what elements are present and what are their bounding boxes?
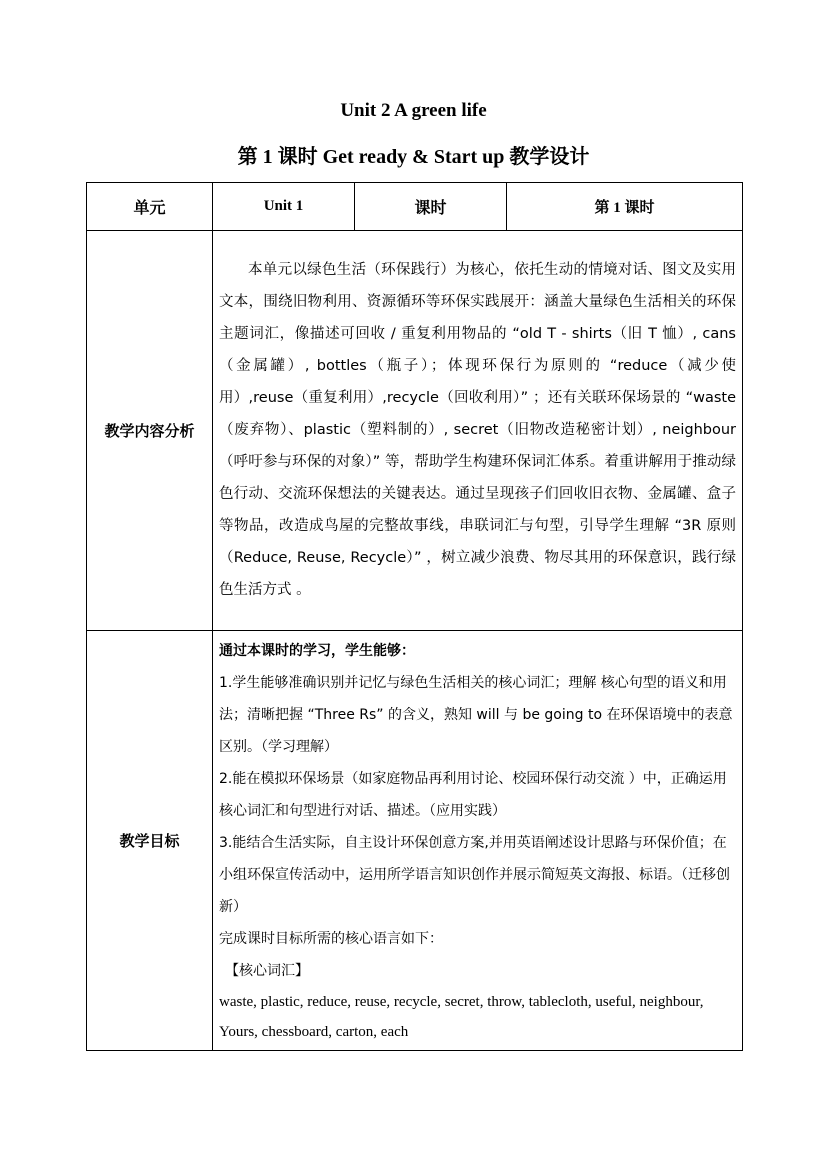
- analysis-cell: [213, 231, 743, 631]
- objective-item-3: 3.能结合生活实际，自主设计环保创意方案,并用英语阐述设计思路与环保价值；在小组环保宣传活动中，运用所学语言知识创作并展示简短英文海报、标语。（迁移创新）: [219, 834, 730, 915]
- header-row: [87, 183, 743, 231]
- analysis-row: [87, 231, 743, 631]
- core-vocab-list: waste, plastic, reduce, reuse, recycle, secret, throw, tablecloth, useful, neighbour, Yours, chessboard, carton, each: [219, 993, 704, 1040]
- lesson-label: 课时: [355, 183, 507, 231]
- lesson-plan-table: [86, 182, 743, 1051]
- core-language-intro: 完成课时目标所需的核心语言如下：: [219, 930, 443, 947]
- objective-item-2: 2.能在模拟环保场景（如家庭物品再利用讨论、校园环保行动交流 ）中，正确运用核心词汇和句型进行对话、描述。（应用实践）: [219, 770, 727, 819]
- unit-label: 单元: [87, 183, 213, 231]
- core-vocab-heading: 【核心词汇】: [225, 962, 309, 979]
- objective-item-1: 1.学生能够准确识别并记忆与绿色生活相关的核心词汇；理解 核心句型的语义和用法；清晰把握 “Three Rs” 的含义，熟知 will 与 be going to 在环保语境中的表意区别。（学习理解）: [219, 674, 733, 755]
- document-subtitle: 第 1 课时 Get ready & Start up 教学设计: [237, 146, 590, 168]
- objectives-row: [87, 631, 743, 1051]
- objectives-cell: [213, 631, 743, 1051]
- objectives-label: 教学目标: [87, 631, 213, 1051]
- lesson-value: 第 1 课时: [507, 183, 743, 231]
- objectives-lead: 通过本课时的学习，学生能够：: [219, 642, 415, 659]
- document-title: Unit 2 A green life: [340, 100, 487, 121]
- analysis-text: 本单元以绿色生活（环保践行）为核心，依托生动的情境对话、图文及实用文本，围绕旧物利用、资源循环等环保实践展开：涵盖大量绿色生活相关的环保主题词汇，像描述可回收 / 重复利用物品的 “old T - shirts（旧 T 恤）, cans（金属罐）, bottles（瓶子）；体现环保行为原则的 “reduce（减少使用）,reuse（重复利用）,recycle（回收利用）” ；还有关联环保场景的 “waste（废弃物）、plastic（塑料制的）, secret（旧物改造秘密计划）, neighbour（呼吁参与环保的对象）” 等，帮助学生构建环保词汇体系。着重讲解用于推动绿色行动、交流环保想法的关键表达。通过呈现孩子们回收旧衣物、金属罐、盒子等物品，改造成鸟屋的完整故事线，串联词汇与句型，引导学生理解 “3R 原则（Reduce, Reuse, Recycle）” ，树立减少浪费、物尽其用的环保意识，践行绿色生活方式 。: [219, 261, 736, 598]
- unit-value: Unit 1: [213, 183, 355, 231]
- analysis-label: 教学内容分析: [87, 231, 213, 631]
